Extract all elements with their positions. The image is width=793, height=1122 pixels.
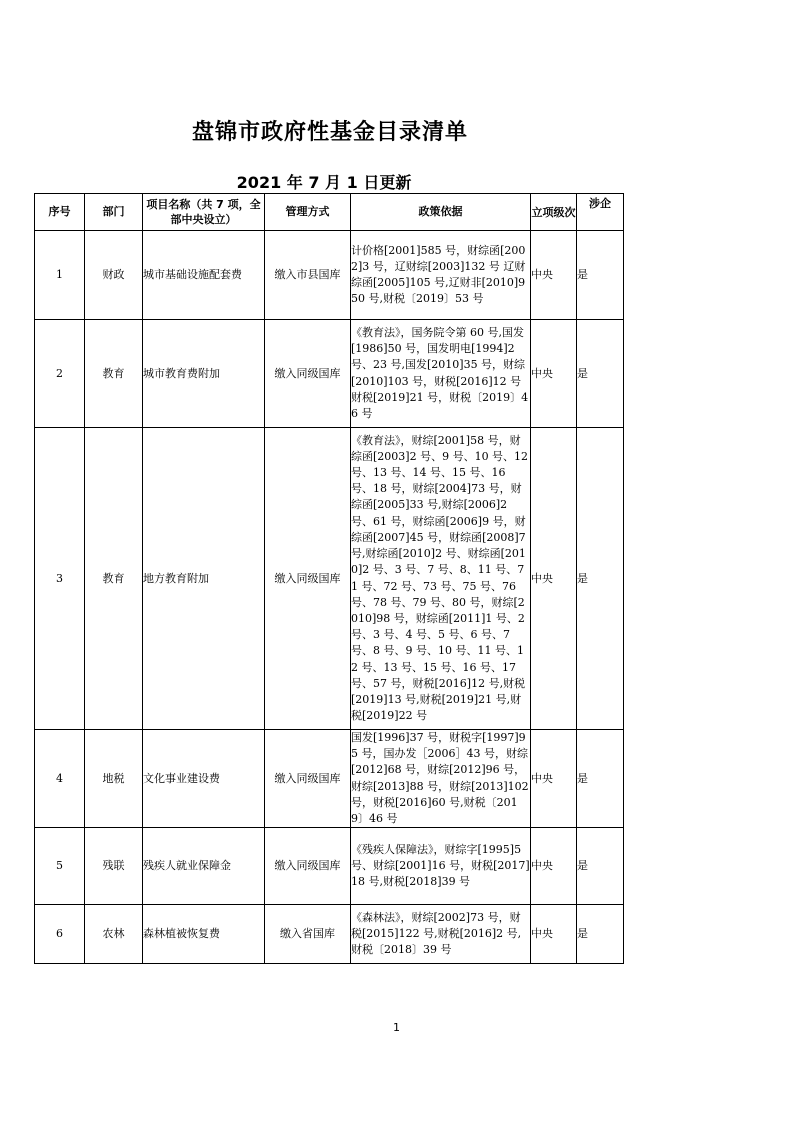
document-title: 盘锦市政府性基金目录清单 — [191, 120, 468, 145]
cell-mgmt: 缴入市县国库 — [265, 231, 351, 320]
header-level: 立项级次 — [531, 194, 577, 231]
cell-dept: 教育 — [85, 320, 143, 428]
cell-mgmt: 缴入省国库 — [265, 905, 351, 964]
header-basis: 政策依据 — [351, 194, 531, 231]
cell-enterprise: 是 — [577, 828, 624, 905]
cell-name: 城市教育费附加 — [143, 320, 265, 428]
cell-enterprise: 是 — [577, 730, 624, 828]
cell-basis: 《森林法》，财综[2002]73 号，财税[2015]122 号,财税[2016]2 号,财税〔2018〕39 号 — [351, 905, 531, 964]
cell-name: 森林植被恢复费 — [143, 905, 265, 964]
cell-seq: 2 — [35, 320, 85, 428]
fund-catalog-table — [34, 193, 624, 964]
cell-basis: 国发[1996]37 号，财税字[1997]95 号，国办发［2006］43 号，财综[2012]68 号，财综[2012]96 号，财综[2013]88 号，财综[2013]102 号，财税[2016]60 号,财税〔2019〕46 号 — [351, 730, 531, 828]
table-row — [35, 428, 624, 730]
cell-name: 城市基础设施配套费 — [143, 231, 265, 320]
cell-seq: 1 — [35, 231, 85, 320]
cell-dept: 农林 — [85, 905, 143, 964]
cell-basis: 《教育法》，国务院令第 60 号,国发[1986]50 号，国发明电[1994]2 号、23 号,国发[2010]35 号，财综[2010]103 号，财税[2016]12 号财税[2019]21 号，财税〔2019〕46 号 — [351, 320, 531, 428]
cell-enterprise: 是 — [577, 231, 624, 320]
cell-seq: 6 — [35, 905, 85, 964]
cell-level: 中央 — [531, 231, 577, 320]
cell-level: 中央 — [531, 320, 577, 428]
table-row — [35, 231, 624, 320]
cell-level: 中央 — [531, 828, 577, 905]
header-enterprise: 涉企 — [577, 194, 624, 231]
page-number: 1 — [393, 1021, 400, 1034]
header-seq: 序号 — [35, 194, 85, 231]
table-row — [35, 320, 624, 428]
cell-enterprise: 是 — [577, 320, 624, 428]
cell-mgmt: 缴入同级国库 — [265, 828, 351, 905]
cell-seq: 4 — [35, 730, 85, 828]
header-dept: 部门 — [85, 194, 143, 231]
cell-dept: 残联 — [85, 828, 143, 905]
cell-mgmt: 缴入同级国库 — [265, 320, 351, 428]
cell-name: 地方教育附加 — [143, 428, 265, 730]
cell-level: 中央 — [531, 428, 577, 730]
table-row — [35, 905, 624, 964]
cell-dept: 财政 — [85, 231, 143, 320]
header-mgmt: 管理方式 — [265, 194, 351, 231]
cell-level: 中央 — [531, 730, 577, 828]
document-subtitle: 2021 年 7 月 1 日更新 — [236, 173, 412, 192]
cell-enterprise: 是 — [577, 905, 624, 964]
cell-seq: 5 — [35, 828, 85, 905]
cell-enterprise: 是 — [577, 428, 624, 730]
cell-mgmt: 缴入同级国库 — [265, 428, 351, 730]
cell-dept: 教育 — [85, 428, 143, 730]
cell-basis: 《教育法》，财综[2001]58 号，财综函[2003]2 号、9 号、10 号、12 号、13 号、14 号、15 号、16 号、18 号，财综[2004]73 号，财综函[2005]33 号,财综[2006]2 号、61 号，财综函[2006]9 号，财综函[2007]45 号，财综函[2008]7 号,财综函[2010]2 号、财综函[2010]2 号、3 号、7 号、8、11 号、71 号、72 号、73 号、75 号、76 号、78 号、79 号、80 号，财综[2010]98 号，财综函[2011]1 号、2 号、3 号、4 号、5 号、6 号、7 号、8 号、9 号、10 号、11 号、12 号、13 号、15 号、16 号、17 号、57 号，财税[2016]12 号,财税[2019]13 号,财税[2019]21 号,财税[2019]22 号 — [351, 428, 531, 730]
table-header-row — [35, 194, 624, 231]
cell-seq: 3 — [35, 428, 85, 730]
header-name: 项目名称（共 7 项，全部中央设立） — [143, 194, 265, 231]
cell-name: 残疾人就业保障金 — [143, 828, 265, 905]
cell-name: 文化事业建设费 — [143, 730, 265, 828]
cell-dept: 地税 — [85, 730, 143, 828]
cell-level: 中央 — [531, 905, 577, 964]
cell-basis: 计价格[2001]585 号，财综函[2002]3 号，辽财综[2003]132 号 辽财综函[2005]105 号,辽财非[2010]950 号,财税〔2019〕53 号 — [351, 231, 531, 320]
cell-mgmt: 缴入同级国库 — [265, 730, 351, 828]
table-row — [35, 730, 624, 828]
cell-basis: 《残疾人保障法》，财综字[1995]5 号、财综[2001]16 号，财税[2017]18 号,财税[2018]39 号 — [351, 828, 531, 905]
table-row — [35, 828, 624, 905]
